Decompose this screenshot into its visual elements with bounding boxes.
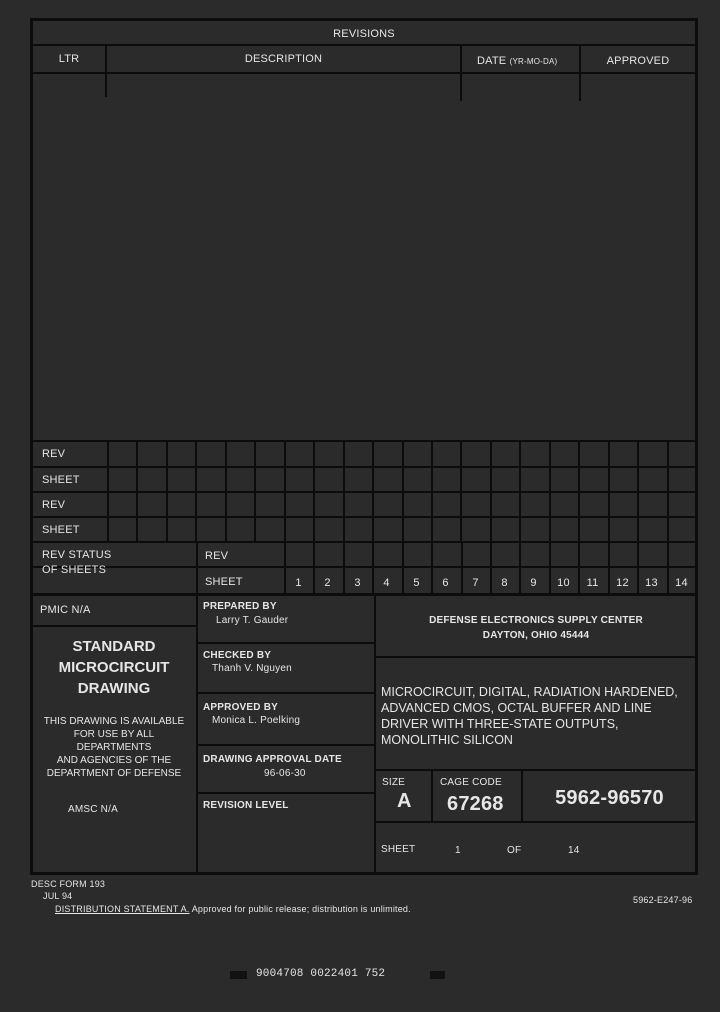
date-column-header: DATE (YR-MO-DA) — [477, 55, 558, 67]
pmic-label: PMIC N/A — [40, 604, 91, 616]
checked-by-name: Thanh V. Nguyen — [212, 663, 292, 674]
grid-column-line — [225, 440, 227, 542]
grid-column-line — [284, 440, 286, 542]
grid-column-line — [519, 440, 521, 542]
sheet-number-cell: 6 — [442, 577, 449, 589]
grid-row-label: SHEET — [42, 524, 80, 536]
sheet-number-cell: 13 — [645, 577, 658, 589]
barcode-mark-left — [230, 971, 247, 979]
revisions-header: REVISIONS — [333, 28, 395, 40]
cage-code-value: 67268 — [447, 793, 504, 815]
grid-column-line — [608, 440, 610, 542]
drawing-approval-date-label: DRAWING APPROVAL DATE — [203, 754, 342, 765]
barcode-text: 9004708 0022401 752 — [256, 968, 386, 980]
amsc-label: AMSC N/A — [68, 804, 118, 815]
sheet-number-cell: 14 — [675, 577, 688, 589]
form-date: JUL 94 — [43, 891, 73, 901]
prepared-by-name: Larry T. Gauder — [216, 615, 289, 626]
of-label: OF — [507, 845, 522, 856]
form-code: 5962-E247-96 — [633, 895, 693, 905]
sheet-number-cell: 2 — [324, 577, 331, 589]
sheet-number-cell: 5 — [413, 577, 420, 589]
grid-column-line — [343, 440, 345, 542]
grid-column-line — [549, 440, 551, 542]
ltr-column-header: LTR — [58, 53, 80, 65]
rev-status-label: REV STATUS — [42, 549, 112, 561]
description-column-header: DESCRIPTION — [244, 53, 323, 65]
size-value: A — [397, 790, 412, 812]
revision-level-label: REVISION LEVEL — [203, 800, 289, 811]
grid-column-line — [402, 440, 404, 542]
grid-column-line — [637, 440, 639, 542]
sheet-label: SHEET — [381, 844, 416, 855]
grid-row-label: REV — [42, 448, 66, 460]
rev-status-sheet-label: SHEET — [205, 576, 243, 588]
size-label: SIZE — [382, 777, 406, 788]
approved-by-label: APPROVED BY — [203, 702, 278, 713]
prepared-by-label: PREPARED BY — [203, 601, 277, 612]
sheet-number-cell: 10 — [557, 577, 570, 589]
standard-microcircuit-drawing-title: STANDARD MICROCIRCUIT DRAWING — [58, 638, 170, 697]
rev-status-rev-label: REV — [205, 550, 229, 562]
grid-row-label: SHEET — [42, 474, 80, 486]
sheet-number-cell: 7 — [472, 577, 479, 589]
availability-statement: THIS DRAWING IS AVAILABLE FOR USE BY ALL DEPARTMENTS AND AGENCIES OF THE DEPARTMENT OF DEFENSE — [43, 716, 185, 779]
checked-by-label: CHECKED BY — [203, 650, 272, 661]
grid-column-line — [667, 440, 669, 542]
agency-address: DAYTON, OHIO 45444 — [482, 630, 590, 641]
total-sheets: 14 — [568, 845, 580, 856]
form-number: DESC FORM 193 — [31, 879, 106, 889]
grid-column-line — [490, 440, 492, 542]
barcode-mark-right — [430, 971, 445, 979]
sheet-number-cell: 4 — [383, 577, 390, 589]
cage-code-label: CAGE CODE — [440, 777, 502, 788]
grid-column-line — [372, 440, 374, 542]
drawing-approval-date: 96-06-30 — [264, 768, 306, 779]
distribution-statement: DISTRIBUTION STATEMENT A. Approved for public release; distribution is unlimited. — [55, 904, 411, 914]
grid-column-line — [195, 440, 197, 542]
sheet-number-cell: 3 — [354, 577, 361, 589]
approved-by-name: Monica L. Poelking — [212, 715, 301, 726]
sheet-number-cell: 8 — [501, 577, 508, 589]
sheet-number: 1 — [455, 845, 461, 856]
sheet-number-cell: 9 — [530, 577, 537, 589]
drawing-number: 5962-96570 — [555, 787, 664, 809]
grid-column-line — [254, 440, 256, 542]
grid-column-line — [166, 440, 168, 542]
grid-column-line — [313, 440, 315, 542]
grid-column-line — [136, 440, 138, 542]
grid-row-label: REV — [42, 499, 66, 511]
grid-column-line — [460, 440, 462, 542]
approved-column-header: APPROVED — [606, 55, 670, 67]
sheet-number-cell: 11 — [586, 577, 599, 589]
sheet-number-cell: 1 — [295, 577, 302, 589]
sheet-number-cell: 12 — [616, 577, 629, 589]
grid-column-line — [431, 440, 433, 542]
rev-status-label-2: OF SHEETS — [42, 564, 107, 576]
part-description: MICROCIRCUIT, DIGITAL, RADIATION HARDENED, ADVANCED CMOS, OCTAL BUFFER AND LINE DRIVER WITH THREE-STATE OUTPUTS, MONOLITHIC SILICON — [381, 685, 678, 747]
agency-name: DEFENSE ELECTRONICS SUPPLY CENTER — [429, 615, 643, 626]
grid-column-line — [578, 440, 580, 542]
